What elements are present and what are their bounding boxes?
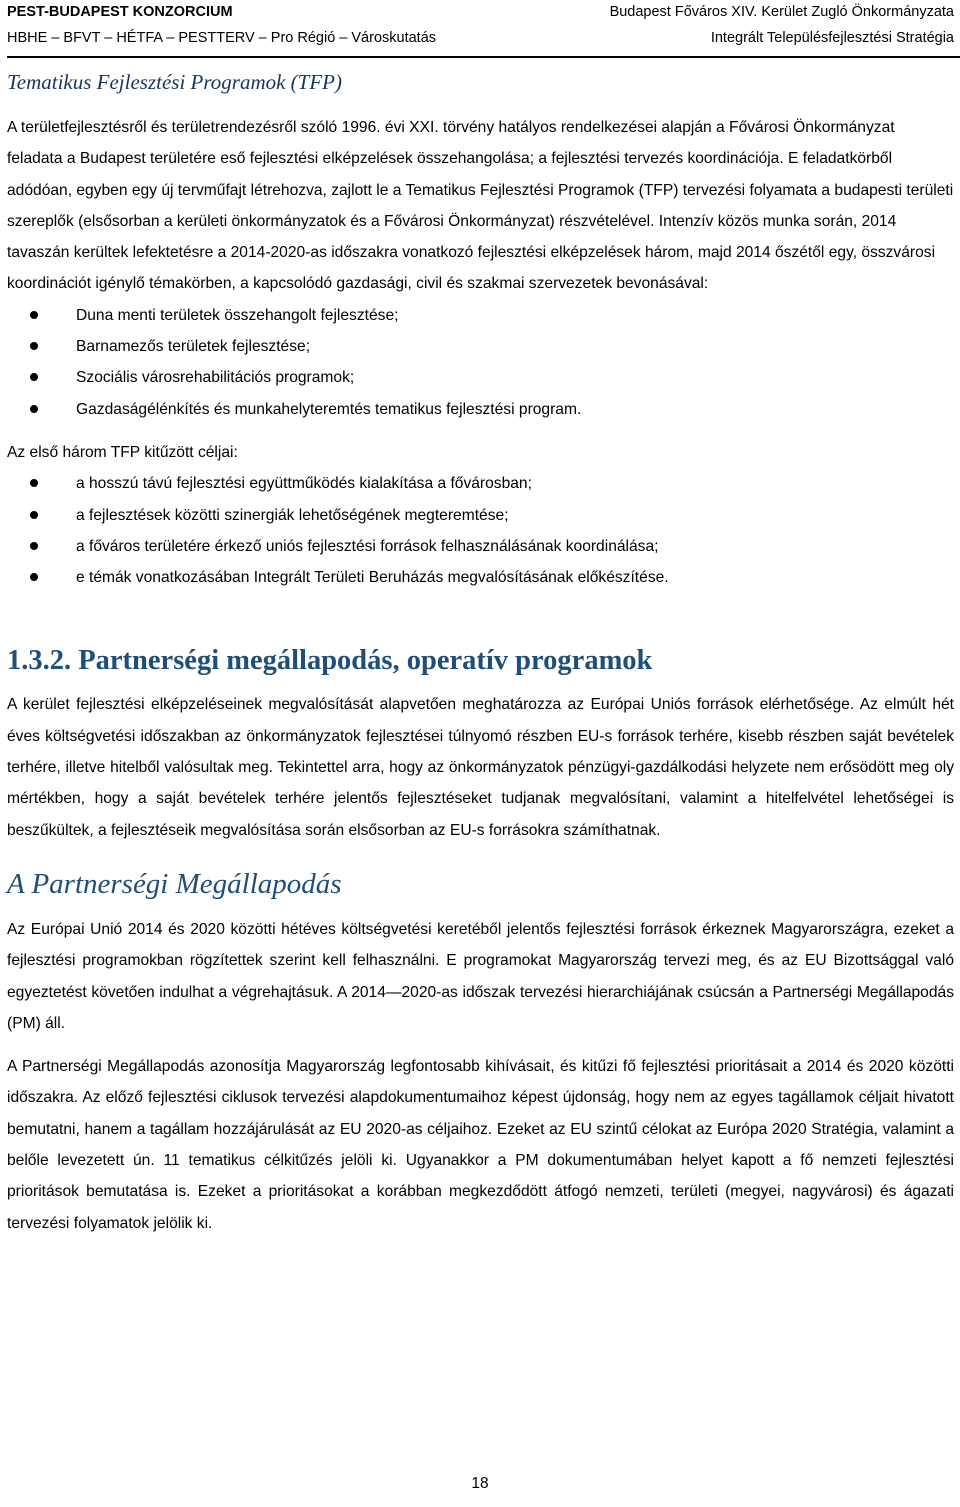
page-number: 18 (471, 1475, 489, 1492)
bullet-icon (30, 573, 38, 581)
list-item (7, 531, 954, 562)
bullet-icon (30, 342, 38, 350)
list-item (7, 500, 954, 531)
list-item (7, 300, 954, 331)
paragraph-tfp-intro: A területfejlesztésről és területrendezésről szóló 1996. évi XXI. törvény hatályos rendelkezései alapján a Fővárosi Önkormányzat feladata a Budapest területére eső fejlesztési elképzelések összehangolása; a fejlesztési tervezés koordinációja. E feladatkörből adódóan, egyben egy új tervműfajt létrehozva, zajlott le a Tematikus Fejlesztési Programok (TFP) tervezési folyamata a budapesti területi szereplők (elsősorban a kerületi önkormányzatok és a Fővárosi Önkormányzat) részvételével. Intenzív közös munka során, 2014 tavaszán kerültek lefektetésre a 2014-2020-as időszakra vonatkozó fejlesztési elképzelések három, majd 2014 őszétől egy, összvárosi koordinációt igénylő témakörben, a kapcsolódó gazdasági, civil és szakmai szervezetek bevonásával: (7, 119, 954, 293)
list-item-text: Barnamezős területek fejlesztése; (76, 338, 311, 356)
tfp-title: Tematikus Fejlesztési Programok (TFP) (7, 70, 342, 94)
header-document-title: Integrált Településfejlesztési Stratégia (710, 30, 954, 46)
header-municipality: Budapest Főváros XIV. Kerület Zugló Önkormányzata (609, 4, 954, 20)
bullet-icon (30, 405, 38, 413)
list-item-text: a fejlesztések közötti szinergiák lehetőségének megteremtése; (76, 506, 509, 524)
list-item (7, 394, 954, 425)
paragraph-eu-funds: A kerület fejlesztési elképzeléseinek megvalósítását alapvetően meghatározza az Európai Uniós források elérhetősége. Az elmúlt hét éves költségvetési időszakban az önkormányzatok fejlesztései túlnyomó részben EU-s források terhére, kisebb részben saját bevételek terhére, illetve hitelből valósultak meg. Tekintettel arra, hogy az önkormányzatok pénzügyi-gazdálkodási helyzete nem erősödött meg oly mértékben, hogy a saját bevételek terhére jelentős fejlesztéseket tudjanak megvalósítani, valamint a hitelfelvétel lehetőségei is beszűkültek, a fejlesztéseik megvalósítása során elsősorban az EU-s forrásokra számíthatnak. (7, 696, 954, 839)
list-item (7, 362, 954, 393)
paragraph-pm-intro: Az Európai Unió 2014 és 2020 közötti hétéves költségvetési keretéből jelentős fejlesztési források érkeznek Magyarországra, ezeket a fejlesztési programokban rögzítettek szerint kell felhasználni. E programokat Magyarország tervezi meg, és az EU Bizottsággal való egyeztetést követően indulhat a végrehajtásuk. A 2014—2020-as időszak tervezési hierarchiájának csúcsán a Partnerségi Megállapodás (PM) áll. (7, 920, 954, 1032)
bullet-icon (30, 373, 38, 381)
paragraph-pm-priorities: A Partnerségi Megállapodás azonosítja Magyarország legfontosabb kihívásait, és kitűzi fő fejlesztési prioritásait a 2014 és 2020 közötti időszakra. Az előző fejlesztési ciklusok tervezési alapdokumentumaihoz képest újdonság, hogy nem az egyes tagállamok céljait hivatott bemutatni, hanem a tagállam hozzájárulását az EU 2020-as céljaihoz. Ezeket az EU szintű célokat az Európa 2020 Stratégia, valamint a belőle levezetett ún. 11 tematikus célkitűzés jelöli ki. Ugyanakkor a PM dokumentumában helyet kapott a fő nemzeti fejlesztési prioritások bemutatása is. Ezeket a prioritásokat a korábban megkezdődött átfogó nemzeti, területi (megyei, nagyvárosi) és ágazati tervezési folyamatok jelölik ki. (7, 1058, 954, 1232)
header-partners: HBHE – BFVT – HÉTFA – PESTTERV – Pro Régió – Városkutatás (7, 30, 437, 46)
list-item-text: a főváros területére érkező uniós fejlesztési források felhasználásának koordinálása; (76, 537, 659, 555)
list-item-text: Duna menti területek összehangolt fejlesztése; (76, 306, 399, 324)
page-content (7, 58, 954, 1239)
list-item (7, 562, 954, 593)
list-item (7, 468, 954, 499)
tfp-goals-list (7, 468, 954, 593)
header-row-top (7, 0, 954, 26)
bullet-icon (30, 311, 38, 319)
paragraph-tfp-goals-intro: Az első három TFP kitűzött céljai: (7, 443, 238, 461)
subsection-heading: A Partnerségi Megállapodás (7, 867, 342, 900)
tfp-topics-list (7, 300, 954, 425)
list-item-text: Gazdaságélénkítés és munkahelyteremtés tematikus fejlesztési program. (76, 400, 582, 418)
bullet-icon (30, 542, 38, 550)
section-heading: 1.3.2. Partnerségi megállapodás, operatív programok (7, 645, 653, 677)
list-item-text: Szociális városrehabilitációs programok; (76, 369, 355, 387)
header-row-bottom (7, 26, 954, 52)
header-consortium: PEST-BUDAPEST KONZORCIUM (7, 4, 233, 20)
list-item-text: e témák vonatkozásában Integrált Területi Beruházás megvalósításának előkészítése. (76, 569, 669, 587)
page-header (7, 0, 954, 52)
bullet-icon (30, 511, 38, 519)
bullet-icon (30, 479, 38, 487)
list-item-text: a hosszú távú fejlesztési együttműködés kialakítása a fővárosban; (76, 475, 532, 493)
list-item (7, 331, 954, 362)
